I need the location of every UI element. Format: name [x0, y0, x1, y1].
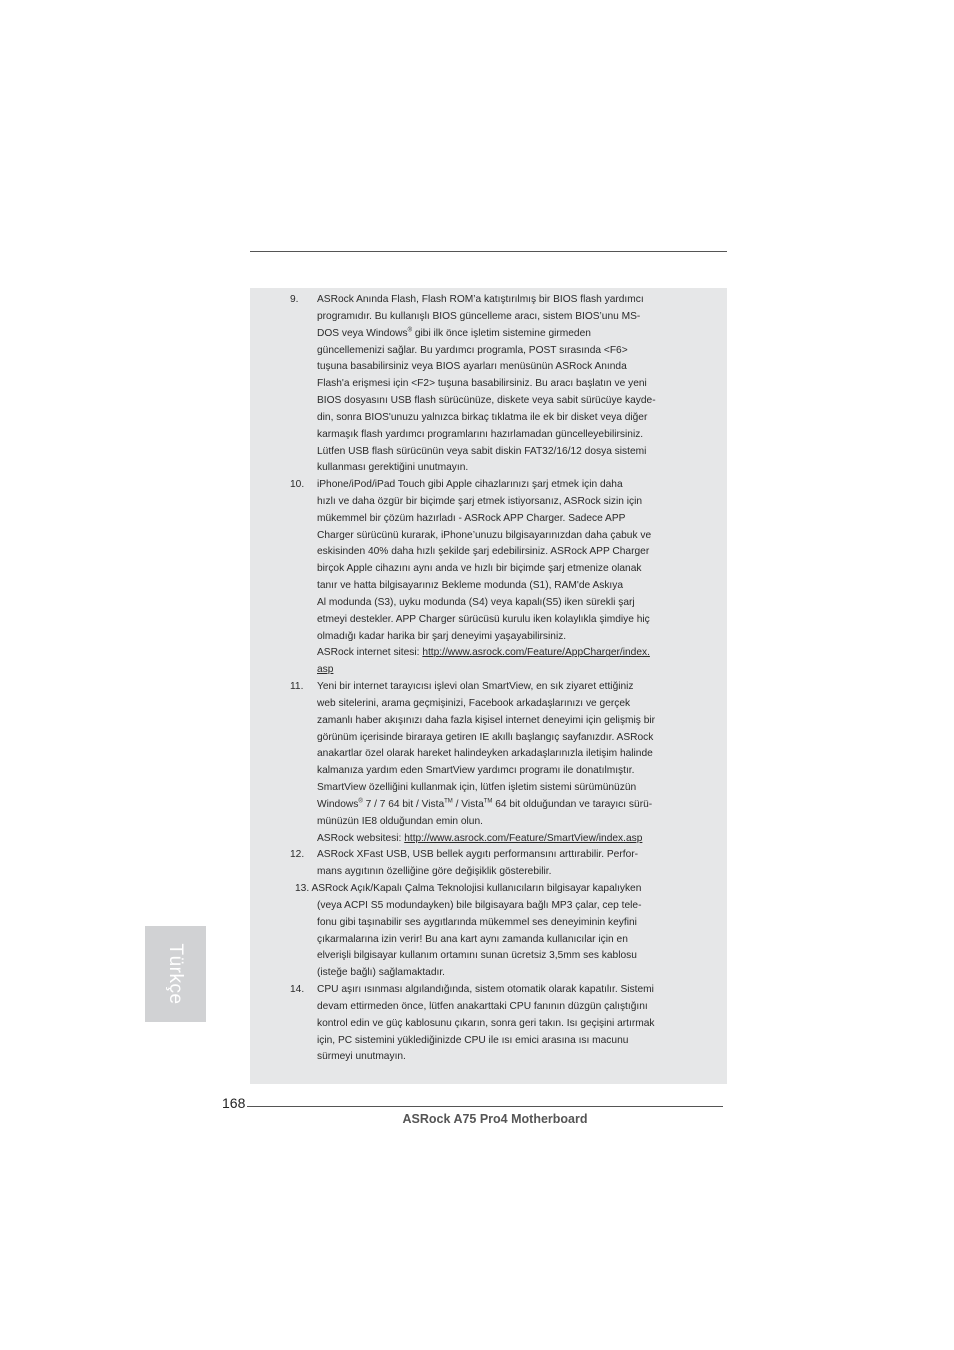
content-box [250, 288, 727, 1084]
text-line: ASRock Anında Flash, Flash ROM’a katıştırılmış bir BIOS flash yardımcı [317, 294, 644, 305]
text-line: çıkarmalarına izin verir! Bu ana kart aynı zamanda kullanıcılar için en [317, 933, 628, 945]
item-first-line: 13. ASRock Açık/Kapalı Çalma Teknolojisi kullanıcıların bilgisayar kapalıyken [295, 883, 642, 894]
text-line: elverişli bilgisayar kullanım ortamını sunan ücretsiz 3,5mm ses kablosu [317, 950, 637, 962]
item-text [317, 898, 722, 982]
footer-title: ASRock A75 Pro4 Motherboard [402, 1112, 588, 1126]
trademark-mark: TM [483, 798, 493, 805]
link-label: ASRock websitesi: [317, 832, 405, 844]
item-number: 14. [290, 984, 305, 995]
text-line: görünüm içerisinde biraraya getiren IE akıllı başlangıç sayfanızdır. ASRock [317, 731, 654, 743]
text-line: mans aygıtının özelliğine göre değişiklik gösterebilir. [317, 865, 552, 877]
registered-mark: ® [407, 327, 413, 334]
text-line: güncellemenizi sağlar. Bu yardımcı programla, POST sırasında <F6> [317, 344, 628, 356]
item-text [317, 982, 722, 1066]
text-line: CPU aşırı ısınması algılandığında, sistem otomatik olarak kapatılır. Sistemi [317, 984, 654, 995]
text-line: sürmeyi unutmayın. [317, 1051, 406, 1063]
text-line: karmaşık flash yardımcı programlarını hazırlamadan güncelleyebilirsiniz. [317, 428, 644, 440]
text-line: olmadığı kadar harika bir şarj deneyimi yaşayabilirsiniz. [317, 630, 567, 642]
page-number: 168 [222, 1095, 246, 1111]
text-line: web sitelerini, arama geçmişinizi, Facebook arkadaşlarınızı ve gerçek [317, 697, 631, 709]
item-text [317, 847, 722, 881]
text-line: mükemmel bir çözüm hazırladı - ASRock APP Charger. Sadece APP [317, 512, 626, 524]
text-line: eskisinden 40% daha hızlı şekilde şarj edebilirsiniz. ASRock APP Charger [317, 546, 650, 558]
language-label: Türkçe [165, 943, 186, 1005]
text-line: Al modunda (S3), uyku modunda (S4) veya kapalı(S5) iken sürekli şarj [317, 596, 635, 608]
link-line [317, 662, 722, 679]
text-line: iPhone/iPod/iPad Touch gibi Apple cihazlarınızı şarj etmek için daha [317, 479, 623, 490]
trademark-mark: TM [444, 798, 453, 805]
text-line: zamanlı haber akışınızı daha fazla kişisel internet deneyimi için gelişmiş bir [317, 714, 656, 726]
text-line: ASRock XFast USB, USB bellek aygıtı performansını arttırabilir. Perfor- [317, 849, 639, 860]
os-versions-line: Windows® 7 / 7 64 bit / Vista™ / Vista™ 64 bit olduğundan ve tarayıcı sürü- [317, 798, 653, 810]
text-line: etmeyi destekler. APP Charger sürücüsü kurulu iken kolaylıkla şimdiye hiç [317, 613, 650, 625]
text-line: programıdır. Bu kullanışlı BIOS güncelleme aracı, sistem BIOS’unu MS- [317, 310, 641, 322]
item-text [317, 477, 722, 679]
text-line: münüzün IE8 olduğundan emin olun. [317, 815, 483, 827]
smartview-link[interactable]: http://www.asrock.com/Feature/SmartView/index.asp [404, 832, 643, 844]
link-line [317, 831, 722, 848]
text-line: DOS veya Windows® gibi ilk önce işletim sistemine girmeden [317, 327, 591, 339]
appcharger-link-continued[interactable]: asp [317, 664, 334, 676]
text-line: kontrol edin ve güç kablosunu çıkarın, sonra geri takın. Isı geçişini artırmak [317, 1017, 655, 1029]
text-line: tanır ve hatta bilgisayarınız Bekleme modunda (S1), RAM'de Askıya [317, 580, 624, 592]
item-number: 13. [295, 883, 310, 894]
link-line [317, 645, 722, 662]
footer-rule [247, 1106, 723, 1107]
item-number: 12. [290, 849, 305, 860]
link-label: ASRock internet sitesi: [317, 647, 423, 659]
text-line: Flash'a erişmesi için <F2> tuşuna basabilirsiniz. Bu aracı başlatın ve yeni [317, 378, 647, 390]
text-line: SmartView özelliğini kullanmak için, lütfen işletim sistemi sürümünüzün [317, 782, 637, 794]
text-line: Charger sürücünü kurarak, iPhone’unuzu bilgisayarınızdan daha çabuk ve [317, 529, 652, 541]
text-line: fonu gibi taşınabilir ses aygıtlarında mükemmel ses deneyiminin keyfini [317, 916, 637, 928]
text-line: (isteğe bağlı) sağlamaktadır. [317, 967, 445, 979]
item-number: 9. [290, 294, 299, 305]
text-line: anakartlar özel olarak hareket halindeyken arkadaşlarınızla iletişim halinde [317, 748, 653, 760]
item-number: 10. [290, 479, 305, 490]
item-text [317, 679, 722, 847]
text-line: tuşuna basabilirsiniz veya BIOS ayarları menüsünün ASRock Anında [317, 361, 627, 373]
item-text [317, 292, 722, 477]
text-line: BIOS dosyasını USB flash sürücünüze, diskete veya sabit sürücüye kayde- [317, 395, 656, 407]
header-rule [250, 251, 727, 252]
text-line: için, PC sistemini yüklediğinizde CPU ile ısı emici arasına ısı macunu [317, 1034, 629, 1046]
text-line: Yeni bir internet tarayıcısı işlevi olan SmartView, en sık ziyaret ettiğiniz [317, 681, 634, 692]
item-number: 11. [290, 681, 304, 692]
text-line: din, sonra BIOS'unuzu yalnızca birkaç tıklatma ile ek bir disket veya diğer [317, 411, 648, 423]
text-line: hızlı ve daha özgür bir biçimde şarj etmek istiyorsanız, ASRock sizin için [317, 495, 642, 507]
text-line: kullanması gerektiğini unutmayın. [317, 462, 469, 474]
text-line: birçok Apple cihazını aynı anda ve hızlı bir biçimde şarj etmenize olanak [317, 563, 642, 575]
registered-mark: ® [358, 798, 363, 805]
text-line: Lütfen USB flash sürücünün veya sabit diskin FAT32/16/12 dosya sistemi [317, 445, 647, 457]
text-line: kalmanıza yardım eden SmartView yardımcı programı ile donatılmıştır. [317, 765, 635, 777]
text-line: (veya ACPI S5 modundayken) bile bilgisayara bağlı MP3 çalar, cep tele- [317, 899, 642, 911]
language-tab [145, 926, 206, 1022]
appcharger-link[interactable]: http://www.asrock.com/Feature/AppCharger/index. [422, 647, 650, 659]
text-line: devam ettirmeden önce, lütfen anakarttaki CPU fanının düzgün çalıştığını [317, 1000, 648, 1012]
